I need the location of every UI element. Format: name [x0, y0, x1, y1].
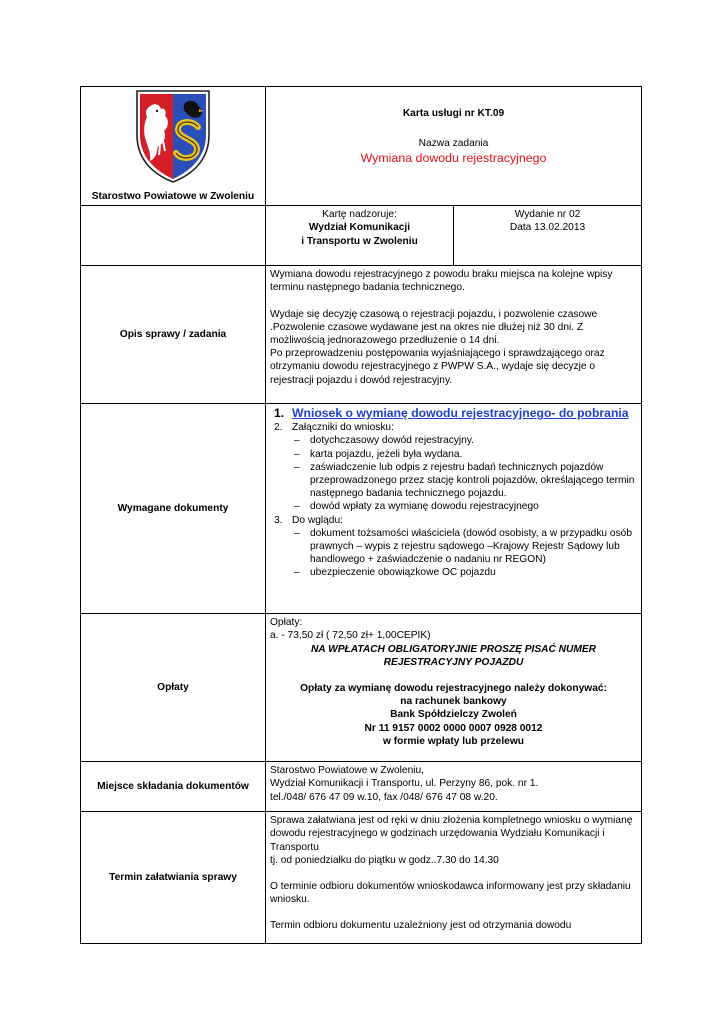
supervisor-label: Kartę nadzoruje: — [322, 209, 397, 221]
documents-label: Wymagane dokumenty — [81, 404, 266, 614]
date: Data 13.02.2013 — [509, 222, 586, 234]
item-number: 1. — [274, 406, 285, 421]
payment-line2: na rachunek bankowy — [400, 696, 507, 708]
document-item-2 — [270, 421, 637, 434]
service-card-table — [80, 86, 642, 944]
item-number: 2. — [274, 422, 283, 434]
bank-account: Nr 11 9157 0002 0000 0007 0928 0012 — [364, 722, 543, 734]
item-text: Załączniki do wniosku: — [292, 422, 394, 434]
fees-row — [81, 614, 642, 762]
deadline-label: Termin załatwiania sprawy — [81, 812, 266, 944]
location-label: Miejsce składania dokumentów — [81, 762, 266, 812]
deadline-content — [266, 812, 642, 944]
supervisor-cell — [266, 206, 454, 266]
description-label: Opis sprawy / zadania — [81, 266, 266, 404]
coat-of-arms-icon — [133, 89, 213, 184]
office-name: Starostwo Powiatowe w Zwoleniu — [91, 191, 255, 202]
task-name: Wymiana dowodu rejestracyjnego — [360, 151, 547, 166]
document-item-1 — [270, 406, 637, 421]
payment-line1: Opłaty za wymianę dowodu rejestracyjnego należy dokonywać: — [300, 683, 607, 695]
warning-line2: REJESTRACYJNY POJAZDU — [383, 656, 524, 668]
list-item: – dowód wpłaty za wymianę dowodu rejestracyjnego — [294, 501, 539, 513]
location-content — [266, 762, 642, 812]
edition-cell — [454, 206, 642, 266]
document-item-3 — [270, 514, 637, 527]
documents-content — [266, 404, 642, 614]
description-p3: Po przeprowadzeniu postępowania wyjaśniającego i sprawdzającego oraz otrzymaniu dowodu rejestracyjnego z PWPW S.A., wydaje się decyzje o rejestracji pojazdu i dowód rejestracyjny. — [270, 348, 605, 386]
fees-label: Opłaty — [81, 614, 266, 762]
deadline-row — [81, 812, 642, 944]
location-line1: Starostwo Powiatowe w Zwoleniu, — [270, 765, 425, 777]
documents-row — [81, 404, 642, 614]
bank-name: Bank Spółdzielczy Zwoleń — [390, 709, 517, 721]
edition: Wydanie nr 02 — [514, 209, 581, 221]
deadline-p4: Termin odbioru dokumentu uzależniony jest od otrzymania dowodu — [270, 920, 572, 932]
payment-form: w formie wpłaty lub przelewu — [383, 735, 524, 747]
office-cell — [81, 87, 266, 206]
task-label: Nazwa zadania — [418, 138, 489, 150]
description-p2: Wydaje się decyzję czasową o rejestracji pojazdu, i pozwolenie czasowe .Pozwolenie czasowe wydawane jest na okres nie dłużej niż 30 dni. Z możliwością jednorazowego przedłużenie o 14 dni. — [270, 308, 598, 347]
list-item: – zaświadczenie lub odpis z rejestru badań technicznych pojazdów przeprowadzonego przez stację kontroli pojazdów, określającego termin następnego badania technicznego pojazdu. — [294, 461, 635, 500]
description-row — [81, 266, 642, 404]
header-row — [81, 87, 642, 206]
item-number: 3. — [274, 514, 283, 526]
fee-line: a. - 73,50 zł ( 72,50 zł+ 1,00CEPIK) — [270, 630, 431, 642]
deadline-p3: O terminie odbioru dokumentów wnioskodawca informowany jest przy składaniu wniosku. — [270, 881, 631, 906]
deadline-p1: Sprawa załatwiana jest od ręki w dniu złożenia kompletnego wniosku o wymianę dowodu rejestracyjnego w godzinach urzędowania Wydziału Komunikacji i Transportu — [270, 815, 633, 853]
location-line3: tel./048/ 676 47 09 w.10, fax /048/ 676 47 08 w.20. — [270, 791, 498, 803]
item-text: Do wglądu: — [292, 514, 343, 526]
location-line2: Wydział Komunikacji i Transportu, ul. Perzyny 86, pok. nr 1. — [270, 778, 539, 790]
location-row — [81, 762, 642, 812]
attachments-list — [270, 434, 637, 513]
supervisor-line1: Wydział Komunikacji — [308, 222, 411, 234]
empty-cell — [81, 206, 266, 266]
list-item: – ubezpieczenie obowiązkowe OC pojazdu — [294, 567, 496, 579]
card-title-cell — [266, 87, 642, 206]
list-item: – karta pojazdu, jeżeli była wydana. — [294, 448, 463, 460]
list-item: – dotychczasowy dowód rejestracyjny. — [294, 435, 475, 447]
fees-content — [266, 614, 642, 762]
fees-heading: Opłaty: — [270, 617, 303, 629]
warning-line1: NA WPŁATACH OBLIGATORYJNIE PROSZĘ PISAĆ NUMER — [310, 643, 597, 655]
description-p1: Wymiana dowodu rejestracyjnego z powodu braku miejsca na kolejne wpisy terminu następnego badania technicznego. — [270, 269, 613, 294]
supervisor-row — [81, 206, 642, 266]
application-download-link[interactable]: Wniosek o wymianę dowodu rejestracyjnego- do pobrania — [292, 406, 629, 421]
supervisor-line2: i Transportu w Zwoleniu — [301, 235, 418, 247]
list-item: – dokument tożsamości właściciela (dowód osobisty, a w przypadku osób prawnych – wypis z rejestru sądowego –Krajowy Rejestr Sądowy lub handlowego + zaświadczenie o nadaniu nr REGON) — [294, 527, 632, 566]
inspection-list — [270, 527, 637, 580]
deadline-p2: tj. od poniedziałku do piątku w godz..7.30 do 14.30 — [270, 854, 499, 866]
description-content — [266, 266, 642, 404]
card-number: Karta usługi nr KT.09 — [402, 108, 505, 119]
